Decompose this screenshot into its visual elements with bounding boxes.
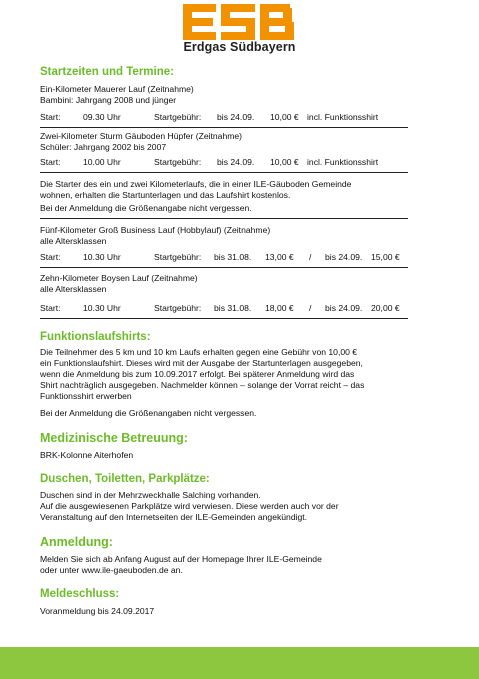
footer-bar <box>0 647 479 679</box>
race-5k-title: Fünf-Kilometer Groß Business Lauf (Hobbylauf) (Zeitnahme) <box>40 225 271 235</box>
shirt-text-line2: ein Funktionslaufshirt. Dieses wird mit der Ausgabe der Startunterlagen ausgegeben, <box>40 358 363 368</box>
kids-note-line2: wohnen, erhalten die Startunterlagen und das Laufshirt kostenlos. <box>40 190 291 200</box>
fee-date: bis 24.09. <box>217 157 255 167</box>
race-2k-subtitle: Schüler: Jahrgang 2002 bis 2007 <box>40 142 167 152</box>
start-time: 10.00 Uhr <box>83 157 121 167</box>
duschen-line2: Auf die ausgewiesenen Parkplätze wird verwiesen. Diese werden auch vor der <box>40 501 339 511</box>
start-time: 09.30 Uhr <box>83 112 121 122</box>
document-body <box>40 66 408 617</box>
fee-label: Startgebühr: <box>154 252 202 262</box>
heading-anmeldung: Anmeldung: <box>40 535 113 549</box>
kids-note-line1: Die Starter des ein und zwei Kilometerlaufs, die in einer ILE-Gäuboden Gemeinde <box>40 179 352 189</box>
heading-funktionslaufshirts: Funktionslaufshirts: <box>40 331 151 343</box>
shirt-text-line1: Die Teilnehmer des 5 km und 10 km Laufs erhalten gegen eine Gebühr von 10,00 € <box>40 347 358 357</box>
fee-note: incl. Funktionsshirt <box>307 157 379 167</box>
fee-label: Startgebühr: <box>154 157 202 167</box>
esb-logo-icon <box>183 4 294 42</box>
heading-medizin: Medizinische Betreuung: <box>40 431 188 445</box>
race-1k-start-row <box>40 112 408 123</box>
start-label: Start: <box>40 303 61 313</box>
divider <box>40 267 408 268</box>
fee-label: Startgebühr: <box>154 303 202 313</box>
shirt-text-line4: Shirt nachträglich ausgegeben. Nachmelder können – solange der Vorrat reicht – das <box>40 380 365 390</box>
shirt-text-line5: Funktionsshirt erwerben <box>40 391 132 401</box>
start-label: Start: <box>40 112 61 122</box>
start-time: 10.30 Uhr <box>83 303 121 313</box>
race-10k-start-row <box>40 303 408 314</box>
heading-duschen: Duschen, Toiletten, Parkplätze: <box>40 473 210 485</box>
fee-separator: / <box>309 252 312 262</box>
race-2k-start-row <box>40 157 408 168</box>
meldeschluss-text: Voranmeldung bis 24.09.2017 <box>40 606 155 616</box>
divider <box>40 127 408 128</box>
logo-subtitle: Erdgas Südbayern <box>183 40 296 54</box>
fee-label: Startgebühr: <box>154 112 202 122</box>
fee-date-early: bis 31.08. <box>214 252 252 262</box>
duschen-line3: Veranstaltung auf den Internetseiten der ILE-Gemeinden angekündigt. <box>40 512 308 522</box>
anmeldung-line2: oder unter www.ile-gaeuboden.de an. <box>40 565 183 575</box>
race-10k-title: Zehn-Kilometer Boysen Lauf (Zeitnahme) <box>40 273 198 283</box>
fee-date: bis 24.09. <box>217 112 255 122</box>
duschen-line1: Duschen sind in der Mehrzweckhalle Salching vorhanden. <box>40 490 261 500</box>
divider <box>40 172 408 173</box>
fee-date-late: bis 24.09. <box>325 303 363 313</box>
race-1k-subtitle: Bambini: Jahrgang 2008 und jünger <box>40 95 177 105</box>
kids-note-line3: Bei der Anmeldung die Größenangabe nicht vergessen. <box>40 203 252 213</box>
anmeldung-line1: Melden Sie sich ab Anfang August auf der Homepage Ihrer ILE-Gemeinde <box>40 554 322 564</box>
fee-amount-early: 18,00 € <box>265 303 294 313</box>
medizin-text: BRK-Kolonne Aiterhofen <box>40 450 134 460</box>
fee-amount: 10,00 € <box>270 112 299 122</box>
fee-amount: 10,00 € <box>270 157 299 167</box>
divider <box>40 318 408 319</box>
race-5k-subtitle: alle Altersklassen <box>40 236 107 246</box>
race-5k-start-row <box>40 252 408 263</box>
heading-startzeiten: Startzeiten und Termine: <box>40 66 174 78</box>
divider <box>40 218 408 219</box>
race-10k-subtitle: alle Altersklassen <box>40 284 107 294</box>
fee-note: incl. Funktionsshirt <box>307 112 379 122</box>
start-time: 10.30 Uhr <box>83 252 121 262</box>
fee-amount-early: 13,00 € <box>265 252 294 262</box>
race-2k-title: Zwei-Kilometer Sturm Gäuboden Hüpfer (Zeitnahme) <box>40 131 243 141</box>
fee-separator: / <box>309 303 312 313</box>
start-label: Start: <box>40 157 61 167</box>
fee-date-late: bis 24.09. <box>325 252 363 262</box>
fee-amount-late: 20,00 € <box>371 303 400 313</box>
esb-logo <box>183 4 294 42</box>
fee-amount-late: 15,00 € <box>371 252 400 262</box>
race-1k-title: Ein-Kilometer Mauerer Lauf (Zeitnahme) <box>40 84 194 94</box>
start-label: Start: <box>40 252 61 262</box>
shirt-text-line3: wenn die Anmeldung bis zum 10.09.2017 erfolgt. Bei späterer Anmeldung wird das <box>40 369 355 379</box>
heading-meldeschluss: Meldeschluss: <box>40 588 120 600</box>
fee-date-early: bis 31.08. <box>214 303 252 313</box>
shirt-note: Bei der Anmeldung die Größenangaben nicht vergessen. <box>40 408 257 418</box>
